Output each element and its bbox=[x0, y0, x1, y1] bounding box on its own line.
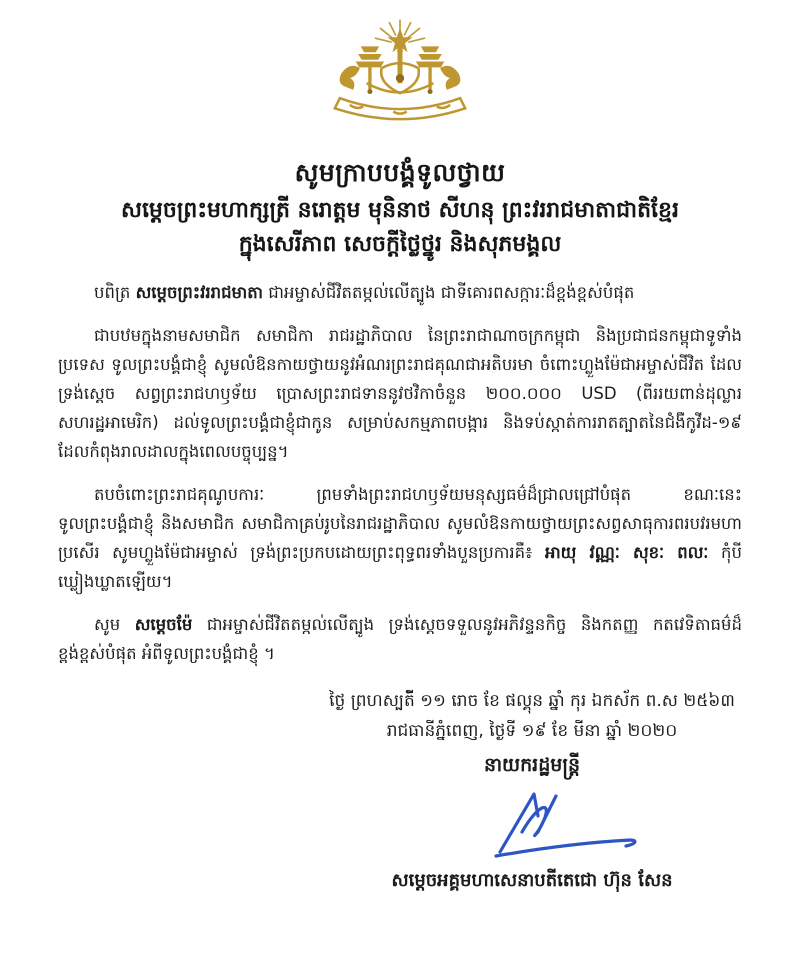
motto-line: ក្នុងសេរីភាព សេចក្តីថ្លៃថ្នូរ និងសុភមង្គល bbox=[238, 232, 562, 257]
paragraph-text: សូម bbox=[94, 615, 135, 634]
date-line-gregorian: រាជធានីភ្នំពេញ, ថ្ងៃទី ១៩ ខែ មីនា ឆ្នាំ ២០២០ bbox=[386, 721, 678, 741]
blessing-bold: អាយុ វណ្ណៈ សុខៈ ពលៈ bbox=[544, 543, 709, 562]
signer-name: សម្តេចអគ្គមហាសេនាបតីតេជោ ហ៊ុន សែន bbox=[391, 870, 673, 891]
signer-title: នាយករដ្ឋមន្ត្រី bbox=[483, 754, 581, 776]
letter-body bbox=[58, 278, 742, 668]
body-paragraph-1 bbox=[58, 278, 742, 307]
paragraph-text: ជាអម្ចាស់ជីវិតតម្កល់លើត្បូង ជាទីគោរពសក្ការៈដ៏ខ្ពង់ខ្ពស់បំផុត bbox=[262, 283, 635, 302]
date-line-lunar: ថ្ងៃ ព្រហស្បតី៍ ១១ រោច ខែ ផល្គុន ឆ្នាំ កុរ ឯកស័ក ព.ស ២៥៦៣ bbox=[329, 691, 735, 711]
honorific-bold: សម្តេចព្រះវររាជមាតា bbox=[135, 283, 263, 302]
salutation-title: សូមក្រាបបង្គំទូលថ្វាយ bbox=[294, 158, 506, 187]
closing-block bbox=[292, 686, 772, 896]
honorific-bold: សម្តេចម៉ែ bbox=[134, 615, 193, 634]
royal-arms-emblem-icon bbox=[316, 18, 484, 130]
body-paragraph-3 bbox=[58, 480, 742, 596]
paragraph-text: បពិត្រ bbox=[94, 283, 136, 302]
paragraph-text: កុំបីឃ្លៀងឃ្លាតឡើយ។ bbox=[58, 543, 742, 591]
body-paragraph-2 bbox=[58, 321, 742, 466]
paragraph-text: ជាបឋមក្នុងនាមសមាជិក សមាជិកា រាជរដ្ឋាភិបាល នៃព្រះរាជាណាចក្រកម្ពុជា និងប្រជាជនកម្ពុជាទូទាំងប្រទេស ទូលព្រះបង្គំជាខ្ញុំ សូមលំឱនកាយថ្វាយនូវអំណរព្រះរាជគុណជាអតិបរមា ចំពោះហ្លួងម៉ែជាអម្ចាស់ជីវិត ដែលទ្រង់ស្តេច សព្វព្រះរាជហឫទ័យ ប្រោសព្រះរាជទាននូវថវិកាចំនួន ២០០.០០០ USD (ពីររយពាន់ដុល្លារសហរដ្ឋអាមេរិក) ដល់ទូលព្រះបង្គំជាខ្ញុំជាកូន សម្រាប់សកម្មភាពបង្ការ និងទប់ស្កាត់ការរាតត្បាតនៃជំងឺកូវីដ-១៩ ដែលកំពុងរាលដាលក្នុងពេលបច្ចុប្បន្ន។ bbox=[58, 326, 742, 461]
paragraph-text: ជាអម្ចាស់ជីវិតតម្កល់លើត្បូង ទ្រង់ស្តេចទទួលនូវអភិវន្ទនកិច្ច និងកតញ្ញ កតវេទិតាធម៌ដ៏ខ្ពង់ខ្ពស់បំផុត អំពីទូលព្រះបង្គំជាខ្ញុំ ។ bbox=[58, 615, 742, 663]
signature-container bbox=[292, 786, 772, 864]
emblem-container bbox=[0, 0, 800, 130]
title-block bbox=[0, 156, 800, 262]
addressee-line: សម្តេចព្រះមហាក្សត្រី នរោត្តម មុនិនាថ សីហនុ ព្រះវររាជមាតាជាតិខ្មែរ bbox=[121, 198, 679, 223]
body-paragraph-4 bbox=[58, 610, 742, 668]
signature-icon bbox=[472, 786, 652, 864]
paragraph-text: តបចំពោះព្រះរាជគុណូបការៈ ព្រមទាំងព្រះរាជហឫទ័យមនុស្សធម៌ដ៏ជ្រាលជ្រៅបំផុត ខណៈនេះទូលព្រះបង្គំជាខ្ញុំ និងសមាជិក សមាជិកាគ្រប់រូបនៃរាជរដ្ឋាភិបាល សូមលំឱនកាយថ្វាយព្រះសព្វសាធុការពរបវរមហាប្រសើរ សូមហ្លួងម៉ែជាអម្ចាស់ ទ្រង់ព្រះប្រកបដោយព្រះពុទ្ធពរទាំងបួនប្រការគឺ៖ bbox=[58, 485, 742, 562]
